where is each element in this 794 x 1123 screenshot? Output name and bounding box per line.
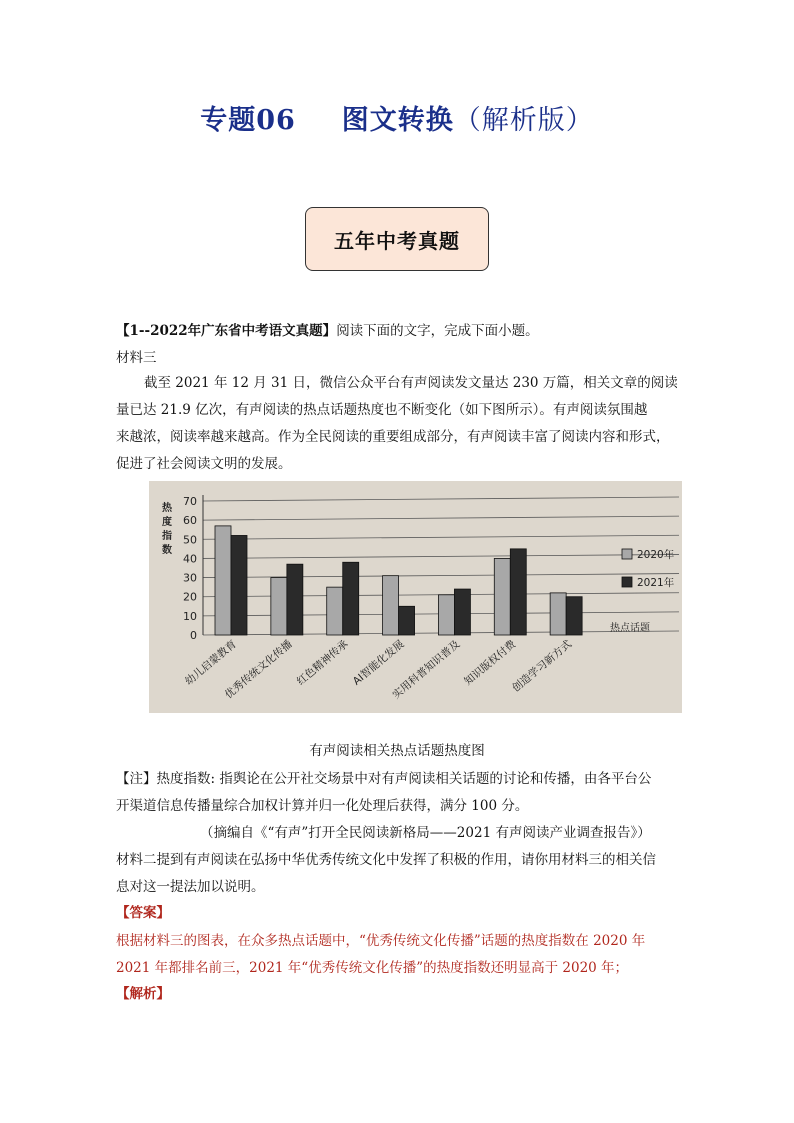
topic-heat-chart [149, 481, 682, 713]
y-axis-label-char: 指 [162, 531, 172, 542]
y-tick-label: 50 [183, 533, 197, 547]
source-citation: （摘编自《“有声”打开全民阅读新格局——2021 有声阅读产业调查报告》） [200, 825, 651, 841]
legend-label: 2020年 [637, 549, 675, 561]
bar [399, 606, 415, 635]
gridline [203, 554, 679, 558]
gridline [203, 497, 679, 501]
answer-text [116, 928, 686, 982]
legend-label: 2021年 [637, 577, 675, 589]
bar [343, 562, 359, 635]
bar [271, 578, 287, 635]
bar [327, 587, 343, 635]
category-label: 红色精神传承 [294, 638, 351, 688]
section-heading-box: 五年中考真题 [305, 207, 489, 271]
paragraph-line: 促进了社会阅读文明的发展。 [116, 456, 292, 472]
category-label: 幼儿启蒙教育 [182, 638, 239, 688]
bar [438, 595, 454, 635]
analysis-label: 【解析】 [116, 986, 170, 1002]
note-line: 开渠道信息传播量综合加权计算并归一化处理后获得，满分 100 分。 [116, 798, 529, 814]
paragraph-line: 来越浓，阅读率越来越高。作为全民阅读的重要组成部分，有声阅读丰富了阅读内容和形式， [116, 429, 670, 445]
category-label: 优秀传统文化传播 [222, 638, 295, 702]
page-title [0, 98, 794, 137]
category-label: AI智能化发展 [350, 638, 407, 688]
answer-line: 2021 年都排名前三，2021 年“优秀传统文化传播”的热度指数还明显高于 2020 年； [116, 960, 629, 976]
paragraph-line: 量已达 21.9 亿次，有声阅读的热点话题热度也不断变化（如下图所示）。有声阅读氛围越 [116, 402, 648, 418]
title-edition: （解析版） [453, 105, 594, 136]
y-axis-label-char: 数 [162, 545, 172, 556]
question-prompt [116, 847, 686, 901]
bar [287, 564, 303, 635]
prompt-line: 息对这一提法加以说明。 [116, 879, 265, 895]
x-axis-label: 热点话题 [610, 623, 650, 634]
bar [550, 593, 566, 635]
legend-swatch [622, 577, 632, 587]
gridline [203, 516, 679, 520]
y-tick-label: 0 [190, 629, 197, 642]
prompt-line: 材料二提到有声阅读在弘扬中华优秀传统文化中发挥了积极的作用，请你用材料三的相关信 [116, 852, 656, 868]
bar [231, 535, 247, 635]
answer-label: 【答案】 [116, 905, 170, 921]
y-tick-label: 30 [183, 571, 197, 585]
category-label: 创造学习新方式 [510, 638, 575, 695]
material-label: 材料三 [116, 350, 157, 366]
title-topic-name: 图文转换 [341, 105, 454, 136]
bar [215, 526, 231, 635]
bar [510, 549, 526, 635]
question-header [116, 318, 686, 345]
y-axis-label-char: 度 [162, 517, 172, 528]
y-tick-label: 60 [183, 514, 197, 528]
bar [566, 597, 582, 635]
category-label: 实用科普知识普及 [390, 638, 463, 702]
y-tick-label: 70 [183, 495, 197, 508]
gridline [203, 574, 679, 578]
bar [454, 589, 470, 635]
note-block [116, 766, 686, 820]
note-line: 【注】热度指数: 指舆论在公开社交场景中对有声阅读相关话题的讨论和传播，由各平台公 [116, 771, 652, 787]
chart-svg [149, 481, 682, 713]
y-axis-label-char: 热 [162, 503, 172, 514]
chart-caption: 有声阅读相关热点话题热度图 [309, 743, 485, 759]
category-label: 知识版权付费 [462, 638, 519, 688]
y-tick-label: 10 [183, 609, 197, 623]
y-tick-label: 20 [183, 590, 197, 604]
material-paragraph [116, 370, 686, 478]
gridline [203, 535, 679, 539]
title-topic-number: 专题06 [200, 105, 296, 136]
bar [383, 576, 399, 635]
legend-swatch [622, 549, 632, 559]
y-tick-label: 40 [183, 552, 197, 566]
question-source-tag: 【1--2022年广东省中考语文真题】 [116, 323, 337, 339]
question-instruction: 阅读下面的文字，完成下面小题。 [336, 323, 539, 339]
paragraph-line: 截至 2021 年 12 月 31 日，微信公众平台有声阅读发文量达 230 万篇，相关文章的阅读 [144, 375, 678, 391]
answer-line: 根据材料三的图表，在众多热点话题中，“优秀传统文化传播”话题的热度指数在 2020 年 [116, 933, 646, 949]
bar [494, 558, 510, 635]
